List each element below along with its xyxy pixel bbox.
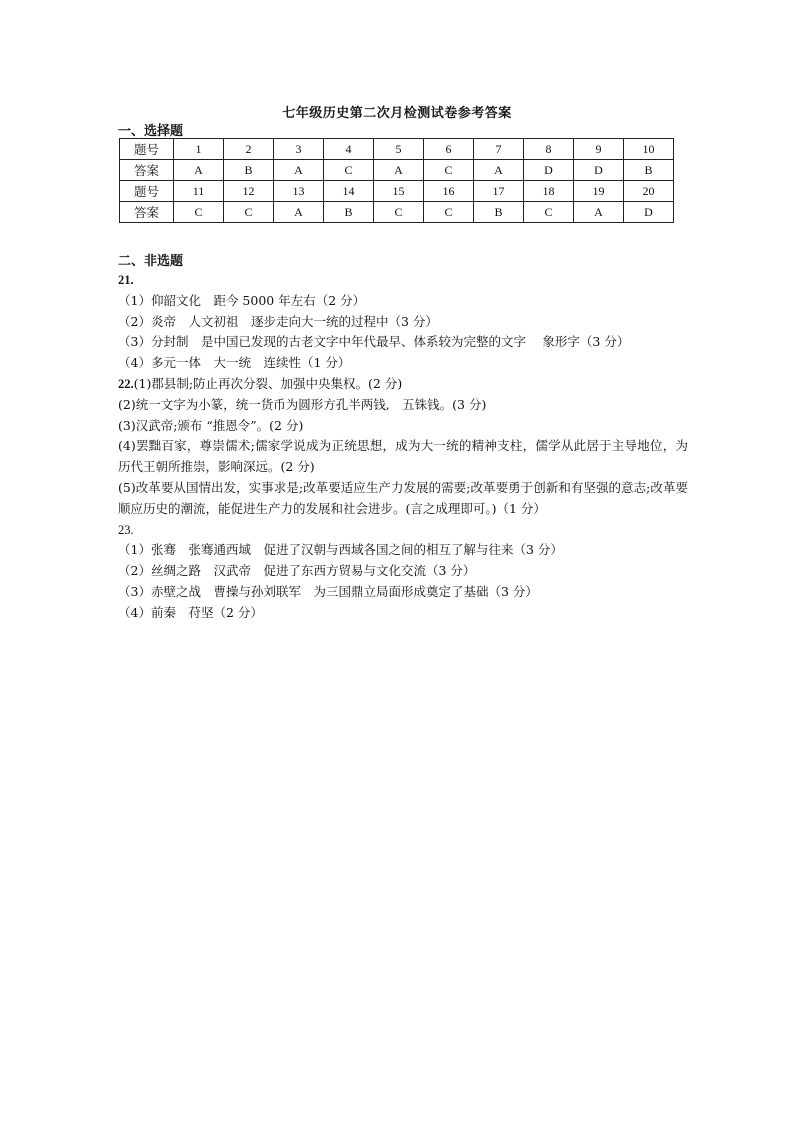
answer-table-cell: 16 xyxy=(424,181,474,202)
answer-table-cell: 9 xyxy=(574,139,624,160)
answers-block xyxy=(118,270,688,624)
answer-table-cell: D xyxy=(624,202,674,223)
answer-table-cell: 3 xyxy=(274,139,324,160)
answer-table-cell: A xyxy=(174,160,224,181)
question-23-answer-3: （3）赤壁之战 曹操与孙刘联军 为三国鼎立局面形成奠定了基础（3 分） xyxy=(118,583,538,599)
answer-table-cell: A xyxy=(274,202,324,223)
answer-table-row-label: 答案 xyxy=(120,202,174,223)
answer-table-cell: 11 xyxy=(174,181,224,202)
answer-table-cell: C xyxy=(424,202,474,223)
answer-table-cell: B xyxy=(624,160,674,181)
answer-table-cell: 5 xyxy=(374,139,424,160)
answer-table-cell: C xyxy=(424,160,474,181)
answer-table-cell: 17 xyxy=(474,181,524,202)
answer-table-cell: C xyxy=(174,202,224,223)
page-title: 七年级历史第二次月检测试卷参考答案 xyxy=(282,106,512,121)
question-21-answer-4: （4）多元一体 大一统 连续性（1 分） xyxy=(118,355,351,371)
question-22-answer-4: (4)罢黜百家，尊崇儒术;儒家学说成为正统思想，成为大一统的精神支柱，儒学从此居于主导地位，为历代王朝所推崇，影响深远。(2 分) xyxy=(118,438,688,475)
answer-table-cell: B xyxy=(324,202,374,223)
section-heading-non-choice: 二、非选题 xyxy=(118,254,184,269)
answer-table-cell: A xyxy=(474,160,524,181)
answer-table-cell: C xyxy=(224,202,274,223)
question-21-number: 21. xyxy=(118,273,134,287)
answer-table-row-label: 题号 xyxy=(120,181,174,202)
answer-table-cell: 19 xyxy=(574,181,624,202)
answer-table-cell: 15 xyxy=(374,181,424,202)
answer-table-cell: 18 xyxy=(524,181,574,202)
question-23-answer-1: （1）张骞 张骞通西域 促进了汉朝与西域各国之间的相互了解与往来（3 分） xyxy=(118,542,563,558)
question-21-answer-1: （1）仰韶文化 距今 5000 年左右（2 分） xyxy=(118,292,366,308)
answer-table-row xyxy=(120,139,674,160)
answer-table-cell: 1 xyxy=(174,139,224,160)
answer-table-row xyxy=(120,160,674,181)
section-heading-multiple-choice: 一、选择题 xyxy=(118,124,184,139)
answer-table-cell: 7 xyxy=(474,139,524,160)
question-22-number: 22. xyxy=(118,376,134,391)
answer-table-cell: 4 xyxy=(324,139,374,160)
answer-table-cell: D xyxy=(574,160,624,181)
answer-table-cell: A xyxy=(374,160,424,181)
answer-table-cell: 2 xyxy=(224,139,274,160)
question-22-answer-5: (5)改革要从国情出发，实事求是;改革要适应生产力发展的需要;改革要勇于创新和有坚强的意志;改革要顺应历史的潮流，能促进生产力的发展和社会进步。(言之成理即可。)（1 分） xyxy=(118,479,688,516)
answer-table-cell: 10 xyxy=(624,139,674,160)
answer-table-row-label: 题号 xyxy=(120,139,174,160)
answer-table-cell: B xyxy=(474,202,524,223)
answer-table-cell: A xyxy=(574,202,624,223)
question-23-answer-2: （2）丝绸之路 汉武帝 促进了东西方贸易与文化交流（3 分） xyxy=(118,563,476,579)
answer-table-row xyxy=(120,181,674,202)
question-21-answer-3: （3）分封制 是中国已发现的古老文字中年代最早、体系较为完整的文字 象形字（3 分） xyxy=(118,334,630,350)
question-22-answer-1: (1)郡县制;防止再次分裂、加强中央集权。(2 分) xyxy=(133,375,403,391)
answer-table-row xyxy=(120,202,674,223)
question-22-line-1 xyxy=(118,374,688,395)
answer-table-cell: 6 xyxy=(424,139,474,160)
answer-table-cell: A xyxy=(274,160,324,181)
answer-table-cell: 20 xyxy=(624,181,674,202)
answer-table xyxy=(119,138,674,223)
answer-table-cell: D xyxy=(524,160,574,181)
answer-table-cell: C xyxy=(324,160,374,181)
answer-table-cell: 13 xyxy=(274,181,324,202)
answer-table-cell: C xyxy=(524,202,574,223)
question-22-answer-3: (3)汉武帝;颁布 “推恩令”。(2 分) xyxy=(118,417,304,433)
question-21-answer-2: （2）炎帝 人文初祖 逐步走向大一统的过程中（3 分） xyxy=(118,313,438,329)
question-22-answer-2: (2)统一文字为小篆，统一货币为圆形方孔半两钱, 五铢钱。(3 分) xyxy=(118,396,487,412)
question-23-answer-4: （4）前秦 苻坚（2 分） xyxy=(118,604,263,620)
answer-table-row-label: 答案 xyxy=(120,160,174,181)
answer-table-cell: C xyxy=(374,202,424,223)
answer-table-cell: 14 xyxy=(324,181,374,202)
answer-table-cell: B xyxy=(224,160,274,181)
question-23-number: 23. xyxy=(118,522,134,537)
answer-table-cell: 12 xyxy=(224,181,274,202)
answer-table-cell: 8 xyxy=(524,139,574,160)
